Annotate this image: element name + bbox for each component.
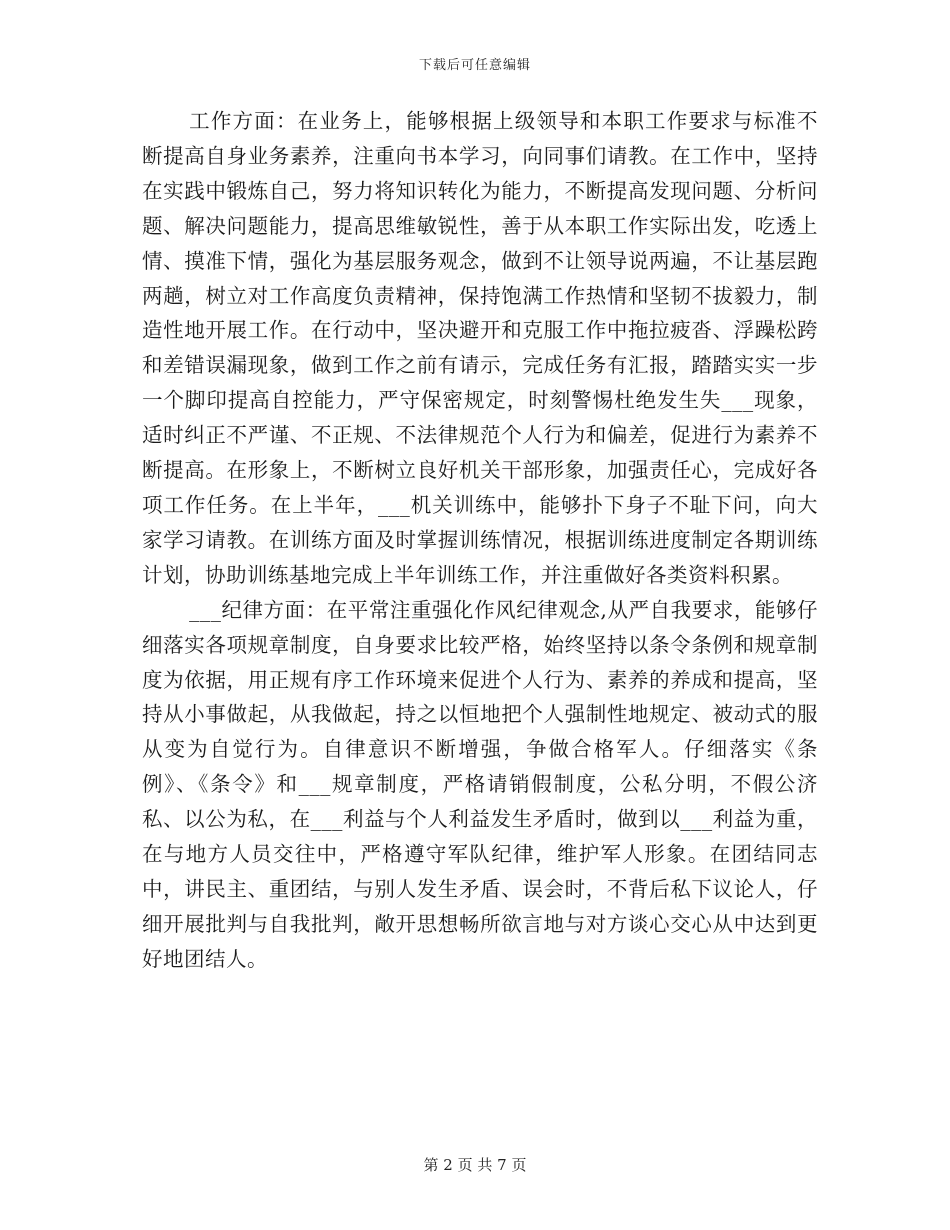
document-body [142, 104, 818, 977]
paragraph-discipline: ___纪律方面：在平常注重强化作风纪律观念,从严自我要求，能够仔细落实各项规章制度，自身要求比较严格，始终坚持以条令条例和规章制度为依据，用正规有序工作环境来促进个人行为、素养的养成和提高，坚持从小事做起，从我做起，持之以恒地把个人强制性地规定、被动式的服从变为自觉行为。自律意识不断增强，争做合格军人。仔细落实《条例》、《条令》和___规章制度，严格请销假制度，公私分明，不假公济私、以公为私，在___利益与个人利益发生矛盾时，做到以___利益为重，在与地方人员交往中，严格遵守军队纪律，维护军人形象。在团结同志中，讲民主、重团结，与别人发生矛盾、误会时，不背后私下议论人，仔细开展批判与自我批判，敞开思想畅所欲言地与对方谈心交心从中达到更好地团结人。 [142, 597, 818, 971]
page-number: 第 2 页 共 7 页 [423, 1156, 527, 1174]
page-header-note: 下载后可任意编辑 [418, 58, 531, 73]
paragraph-work: 工作方面：在业务上，能够根据上级领导和本职工作要求与标准不断提高自身业务素养，注重向书本学习，向同事们请教。在工作中，坚持在实践中锻炼自己，努力将知识转化为能力，不断提高发现问题、分析问题、解决问题能力，提高思维敏锐性，善于从本职工作实际出发，吃透上情、摸准下情，强化为基层服务观念，做到不让领导说两遍，不让基层跑两趟，树立对工作高度负责精神，保持饱满工作热情和坚韧不拔毅力，制造性地开展工作。在行动中，坚决避开和克服工作中拖拉疲沓、浮躁松跨和差错误漏现象，做到工作之前有请示，完成任务有汇报，踏踏实实一步一个脚印提高自控能力，严守保密规定，时刻警惕杜绝发生失___现象，适时纠正不严谨、不正规、不法律规范个人行为和偏差，促进行为素养不断提高。在形象上，不断树立良好机关干部形象，加强责任心，完成好各项工作任务。在上半年，___机关训练中，能够扑下身子不耻下问，向大家学习请教。在训练方面及时掌握训练情况，根据训练进度制定各期训练计划，协助训练基地完成上半年训练工作，并注重做好各类资料积累。 [142, 109, 818, 587]
